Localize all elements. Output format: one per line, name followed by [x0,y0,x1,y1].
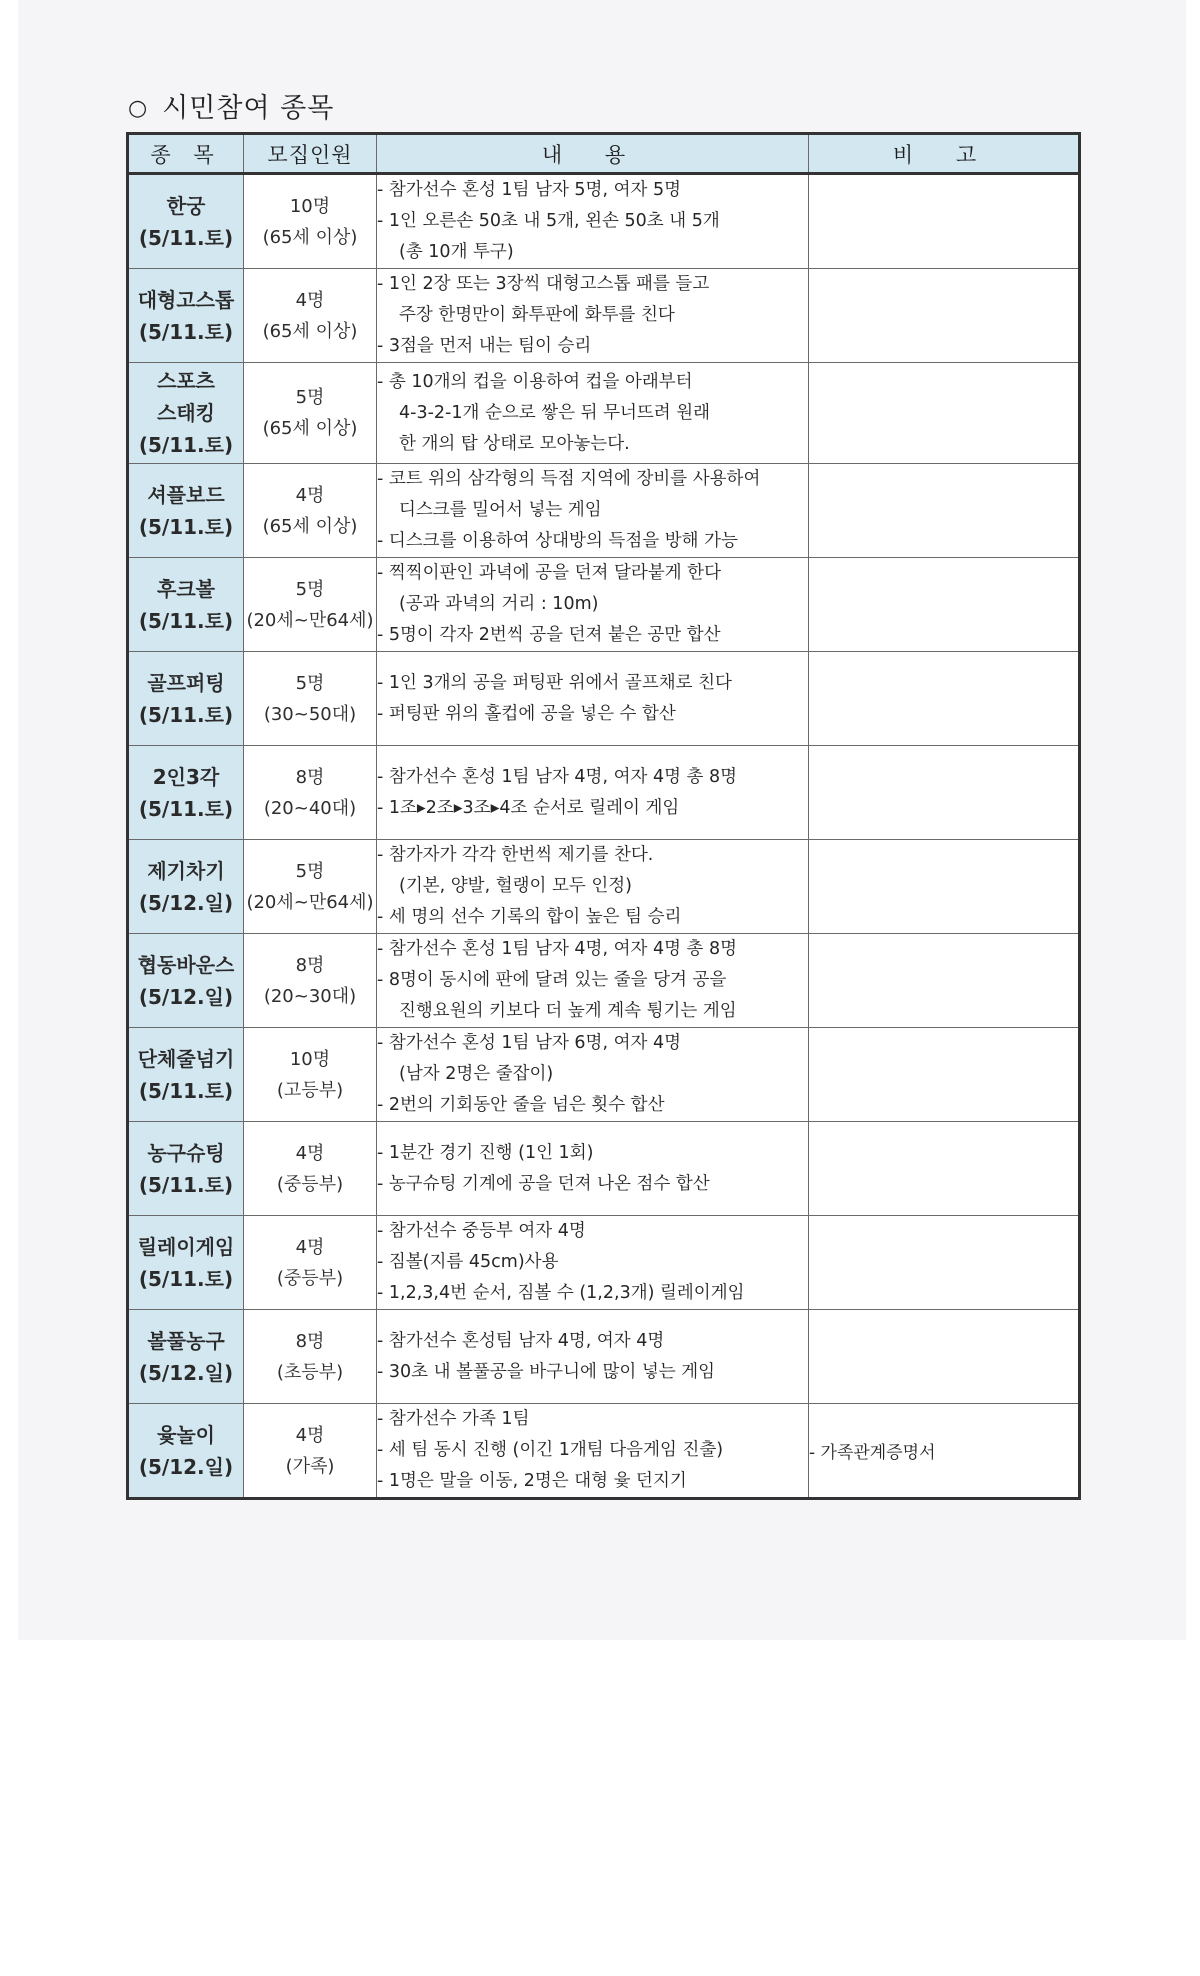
content-line: - 퍼팅판 위의 홀컵에 공을 넣은 수 합산 [377,703,676,724]
note-cell: - 가족관계증명서 [809,1404,1080,1499]
event-name-line: (5/11.토) [138,1172,234,1197]
event-name-line: (5/11.토) [138,514,234,539]
content-cell [377,1216,809,1310]
content-line: - 참가자가 각각 한번씩 제기를 찬다. [377,845,654,865]
content-line: - 1인 2장 또는 3장씩 대형고스톱 패를 들고 [377,274,710,294]
quota-line: 5명 [295,387,325,408]
event-name-line: 한궁 [166,193,206,218]
quota-line: 4명 [295,1142,325,1164]
note-cell [809,652,1080,746]
note-cell [809,1310,1080,1404]
event-name-line: 농구슈팅 [147,1140,225,1165]
quota-line: (중등부) [276,1173,344,1195]
event-row [128,1216,1080,1310]
quota-cell [244,1122,377,1216]
note-cell [809,934,1080,1028]
event-name-cell [128,269,244,363]
event-name-line: 셔플보드 [147,482,225,507]
event-name-cell [128,464,244,558]
content-line: 진행요원의 키보다 더 높게 계속 튕기는 게임 [399,1001,737,1021]
content-line: - 디스크를 이용하여 상대방의 득점을 방해 가능 [377,531,738,551]
event-name-cell [128,1216,244,1310]
quota-cell [244,1404,377,1499]
event-name-line: (5/11.토) [138,796,234,821]
event-name-line: (5/11.토) [138,608,234,633]
event-name-line: 후크볼 [157,576,215,601]
event-name-cell [128,363,244,464]
event-name-line: 스태킹 [157,401,215,425]
content-cell [377,1310,809,1404]
note-cell [809,1216,1080,1310]
content-line: - 참가선수 혼성 1팀 남자 4명, 여자 4명 총 8명 [377,939,738,959]
event-name-line: (5/12.일) [138,890,234,915]
quota-line: 4명 [295,1236,325,1258]
content-line: - 30초 내 볼풀공을 바구니에 많이 넣는 게임 [377,1361,716,1382]
quota-cell [244,934,377,1028]
event-row [128,1310,1080,1404]
event-row [128,269,1080,363]
content-cell [377,558,809,652]
content-line: - 1,2,3,4번 순서, 짐볼 수 (1,2,3개) 릴레이게임 [377,1283,745,1303]
content-cell [377,746,809,840]
event-name-line: 릴레이게임 [137,1234,235,1259]
quota-cell [244,1028,377,1122]
event-name-line: (5/11.토) [138,1266,234,1291]
content-line: - 농구슈팅 기계에 공을 던져 나온 점수 합산 [377,1173,710,1194]
event-name-line: (5/11.토) [138,433,234,457]
content-cell [377,269,809,363]
quota-line: 5명 [295,578,325,600]
content-line: - 참가선수 중등부 여자 4명 [377,1221,586,1241]
event-name-line: (5/12.일) [138,1454,234,1479]
header-note: 비 고 [809,134,1080,174]
quota-line: (20세~만64세) [246,609,374,631]
note-cell [809,840,1080,934]
content-line: - 참가선수 혼성팀 남자 4명, 여자 4명 [377,1330,665,1351]
quota-line: 4명 [295,484,325,506]
event-name-line: 2인3각 [152,764,220,789]
header-quota: 모집인원 [244,134,377,174]
note-cell [809,1122,1080,1216]
quota-line: 5명 [295,672,325,694]
events-table-body [128,174,1080,1499]
quota-line: 5명 [295,860,325,882]
quota-line: (가족) [285,1455,335,1477]
event-name-cell [128,840,244,934]
event-name-line: (5/11.토) [138,319,234,344]
content-cell [377,1028,809,1122]
content-line: 한 개의 탑 상태로 모아놓는다. [399,433,630,454]
quota-line: (중등부) [276,1267,344,1289]
content-line: - 참가선수 혼성 1팀 남자 4명, 여자 4명 총 8명 [377,766,738,787]
quota-line: (초등부) [276,1361,344,1383]
quota-line: (65세 이상) [262,226,358,248]
content-cell [377,934,809,1028]
quota-cell [244,269,377,363]
quota-line: 4명 [295,289,325,311]
content-cell [377,174,809,269]
content-line: - 2번의 기회동안 줄을 넘은 횟수 합산 [377,1095,665,1115]
quota-line: 8명 [295,954,325,976]
event-name-cell [128,558,244,652]
quota-cell [244,746,377,840]
content-line: - 세 팀 동시 진행 (이긴 1개팀 다음게임 진출) [377,1440,724,1460]
event-name-cell [128,1028,244,1122]
quota-cell [244,464,377,558]
event-name-line: 대형고스톱 [137,287,235,312]
quota-line: 8명 [295,1330,325,1352]
content-line: (기본, 양발, 헐랭이 모두 인정) [399,876,632,896]
quota-line: (20~30대) [263,985,357,1007]
section-title [128,86,334,125]
quota-line: 10명 [289,195,331,217]
event-name-line: 협동바운스 [137,952,235,977]
content-cell [377,363,809,464]
content-line: - 8명이 동시에 판에 달려 있는 줄을 당겨 공을 [377,970,727,990]
event-name-cell [128,934,244,1028]
quota-cell [244,652,377,746]
event-name-line: (5/12.일) [138,984,234,1009]
event-row [128,1028,1080,1122]
content-line: 주장 한명만이 화투판에 화투를 친다 [399,305,675,325]
section-title-text: 시민참여 종목 [162,93,335,124]
content-line: - 참가선수 혼성 1팀 남자 6명, 여자 4명 [377,1033,681,1053]
event-name-line: 스포츠 [157,369,215,393]
note-cell [809,269,1080,363]
note-cell [809,558,1080,652]
event-name-line: (5/11.토) [138,225,234,250]
section-bullet: ○ [128,96,149,121]
content-line: - 1인 오른손 50초 내 5개, 왼손 50초 내 5개 [377,211,720,231]
event-row [128,558,1080,652]
quota-cell [244,363,377,464]
quota-cell [244,174,377,269]
header-content: 내 용 [377,134,809,174]
event-name-line: (5/12.일) [138,1360,234,1385]
content-line: (총 10개 투구) [399,242,514,262]
content-line: - 찍찍이판인 과녁에 공을 던져 달라붙게 한다 [377,563,721,583]
content-line: - 5명이 각자 2번씩 공을 던져 붙은 공만 합산 [377,625,721,645]
content-cell [377,840,809,934]
content-line: - 총 10개의 컵을 이용하여 컵을 아래부터 [377,371,693,392]
content-cell [377,464,809,558]
event-row [128,174,1080,269]
event-name-cell [128,174,244,269]
event-name-cell [128,746,244,840]
note-cell [809,1028,1080,1122]
event-row [128,840,1080,934]
quota-line: (20세~만64세) [246,891,374,913]
event-row [128,1404,1080,1499]
event-row [128,746,1080,840]
quota-line: (20~40대) [263,797,357,819]
event-row [128,363,1080,464]
quota-cell [244,840,377,934]
quota-line: (65세 이상) [262,515,358,537]
content-line: 4-3-2-1개 순으로 쌓은 뒤 무너뜨려 원래 [399,402,711,423]
table-header-row [128,134,1080,174]
content-line: (공과 과녁의 거리 : 10m) [399,594,599,614]
content-line: - 3점을 먼저 내는 팀이 승리 [377,336,592,356]
events-table [126,132,1081,1500]
event-row [128,652,1080,746]
note-cell [809,746,1080,840]
content-line: - 참가선수 혼성 1팀 남자 5명, 여자 5명 [377,180,681,200]
content-line: 디스크를 밀어서 넣는 게임 [399,500,602,520]
event-name-line: 제기차기 [147,858,225,883]
quota-line: (65세 이상) [262,320,358,342]
content-line: (남자 2명은 줄잡이) [399,1064,554,1084]
quota-cell [244,558,377,652]
content-line: - 1명은 말을 이동, 2명은 대형 윷 던지기 [377,1471,687,1491]
event-name-cell [128,652,244,746]
quota-cell [244,1310,377,1404]
header-event: 종 목 [128,134,244,174]
content-line: - 1인 3개의 공을 퍼팅판 위에서 골프채로 친다 [377,672,732,693]
note-cell [809,363,1080,464]
quota-line: 10명 [289,1048,331,1070]
event-name-line: (5/11.토) [138,702,234,727]
quota-line: 4명 [295,1424,325,1446]
content-cell [377,652,809,746]
quota-line: (65세 이상) [262,418,358,439]
event-name-line: (5/11.토) [138,1078,234,1103]
event-name-line: 윷놀이 [157,1422,215,1447]
content-line: - 1분간 경기 진행 (1인 1회) [377,1142,594,1163]
content-line: - 참가선수 가족 1팀 [377,1409,530,1429]
event-name-line: 골프퍼팅 [147,670,225,695]
event-name-line: 볼풀농구 [147,1328,225,1353]
content-cell [377,1404,809,1499]
content-cell [377,1122,809,1216]
note-cell [809,174,1080,269]
note-cell [809,464,1080,558]
content-line: - 1조▸2조▸3조▸4조 순서로 릴레이 게임 [377,797,680,818]
quota-cell [244,1216,377,1310]
content-line: - 코트 위의 삼각형의 득점 지역에 장비를 사용하여 [377,469,761,489]
event-row [128,464,1080,558]
quota-line: (고등부) [276,1079,344,1101]
content-line: - 짐볼(지름 45cm)사용 [377,1252,559,1272]
event-name-cell [128,1404,244,1499]
event-row [128,1122,1080,1216]
content-line: - 세 명의 선수 기록의 합이 높은 팀 승리 [377,907,682,927]
quota-line: 8명 [295,766,325,788]
event-name-cell [128,1310,244,1404]
quota-line: (30~50대) [263,703,357,725]
event-name-line: 단체줄넘기 [137,1046,235,1071]
event-row [128,934,1080,1028]
event-name-cell [128,1122,244,1216]
